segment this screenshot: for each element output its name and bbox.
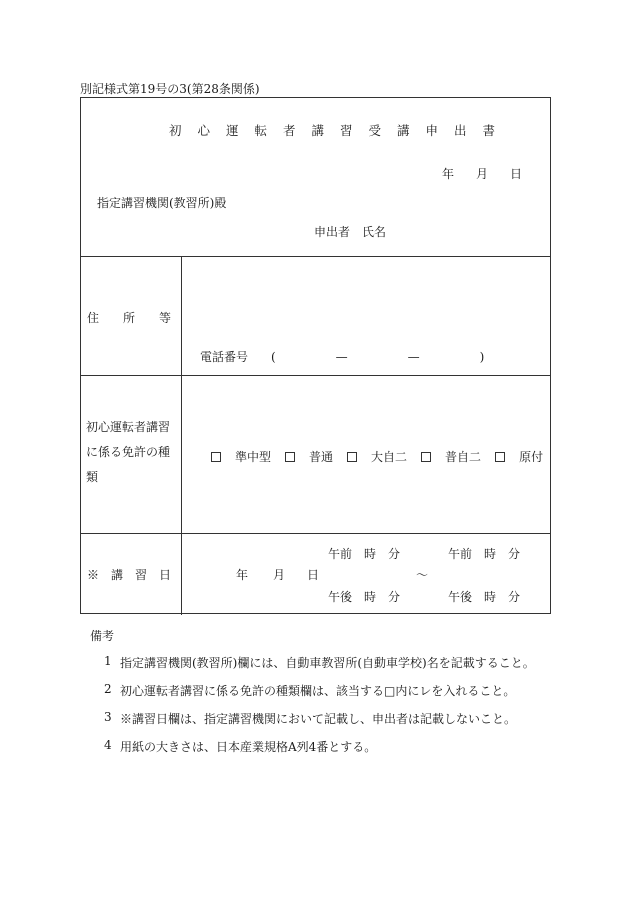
note-number: 2 <box>104 682 112 696</box>
course-date-range-tilde: 〜 <box>416 568 429 582</box>
form-title: 初心運転者講習受講申出書 <box>169 123 512 138</box>
addressee: 指定講習機関(教習所)殿 <box>97 196 227 210</box>
column-divider <box>181 256 182 615</box>
course-end-pm-time[interactable]: 午後 時 分 <box>448 590 521 604</box>
application-form <box>80 97 551 614</box>
divider-2 <box>81 375 550 376</box>
date-year-label: 年 <box>442 167 455 181</box>
note-text: 用紙の大きさは、日本産業規格A列4番とする。 <box>120 740 377 754</box>
license-option-label: 原付 <box>519 450 544 464</box>
course-date-label: ※ 講 習 日 <box>87 568 172 582</box>
license-option-label: 準中型 <box>235 450 272 464</box>
license-option-regular[interactable] <box>285 448 333 465</box>
note-number: 3 <box>104 710 112 724</box>
phone-number-field[interactable]: ( — — ) <box>271 350 485 364</box>
checkbox-icon[interactable] <box>347 452 357 462</box>
note-text: 指定講習機関(教習所)欄には、自動車教習所(自動車学校)名を記載すること。 <box>120 656 535 670</box>
license-type-label-line: に係る免許の種 <box>86 445 171 459</box>
course-date-month-label: 月 <box>273 568 286 582</box>
address-label: 住 所 等 <box>87 311 172 325</box>
course-date-year-label: 年 <box>236 568 249 582</box>
note-item <box>104 654 535 682</box>
divider-1 <box>81 256 550 257</box>
license-option-label: 大自二 <box>371 450 408 464</box>
checkbox-icon[interactable] <box>495 452 505 462</box>
phone-number-label: 電話番号 <box>200 350 249 364</box>
date-month-label: 月 <box>475 167 488 181</box>
course-start-am-time[interactable]: 午前 時 分 <box>328 547 401 561</box>
license-option-label: 普自二 <box>445 450 482 464</box>
note-item <box>104 682 535 710</box>
license-option-regular-motorcycle[interactable] <box>421 448 481 465</box>
course-end-am-time[interactable]: 午前 時 分 <box>448 547 521 561</box>
license-type-label <box>86 415 170 490</box>
note-number: 4 <box>104 738 112 752</box>
applicant-name-label[interactable]: 申出者 氏名 <box>314 225 387 239</box>
course-start-pm-time[interactable]: 午後 時 分 <box>328 590 401 604</box>
checkbox-icon[interactable] <box>211 452 221 462</box>
license-option-moped[interactable] <box>495 448 543 465</box>
date-day-label: 日 <box>509 167 522 181</box>
note-text: ※講習日欄は、指定講習機関において記載し、申出者は記載しないこと。 <box>120 712 517 726</box>
form-number-header: 別記様式第19号の3(第28条関係) <box>80 82 260 96</box>
license-option-label: 普通 <box>309 450 334 464</box>
date-field[interactable] <box>442 165 522 182</box>
notes-list <box>104 654 535 766</box>
license-type-label-line: 類 <box>86 470 99 484</box>
note-item <box>104 738 535 766</box>
checkbox-icon[interactable] <box>421 452 431 462</box>
divider-3 <box>81 533 550 534</box>
license-option-large-motorcycle[interactable] <box>347 448 407 465</box>
license-option-semi-medium[interactable] <box>211 448 271 465</box>
notes-title: 備考 <box>90 629 115 643</box>
license-options <box>211 448 543 465</box>
license-type-label-line: 初心運転者講習 <box>86 420 171 434</box>
note-text: 初心運転者講習に係る免許の種類欄は、該当する□内にレを入れること。 <box>120 684 516 698</box>
course-date-day-label: 日 <box>307 568 320 582</box>
checkbox-icon[interactable] <box>285 452 295 462</box>
note-number: 1 <box>104 654 112 668</box>
note-item <box>104 710 535 738</box>
